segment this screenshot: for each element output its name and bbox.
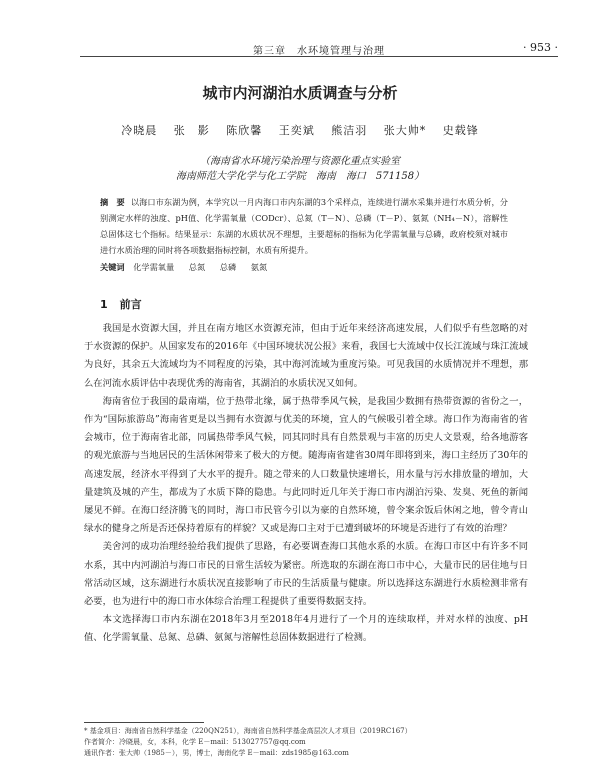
body-paragraph: 本文选择海口市内东湖在2018年3月至2018年4月进行了一个月的连续取样，并对水样的浊度、pH值、化学需氧量、总氮、总磷、氨氮与溶解性总固体数据进行了检测。	[84, 614, 528, 644]
section-title: 前言	[119, 298, 142, 311]
author: 冷晓晨	[121, 124, 158, 137]
author: 张 影	[173, 124, 210, 137]
abstract-label: 摘 要	[100, 197, 125, 207]
author: 张大帅*	[383, 124, 427, 137]
body-text	[84, 320, 528, 648]
author-list	[0, 122, 600, 138]
page-number: · 953 ·	[523, 41, 558, 54]
footnote-divider	[84, 722, 204, 723]
keyword: 总磷	[219, 262, 237, 272]
author: 史载锋	[442, 124, 479, 137]
body-paragraph: 我国是水资源大国，并且在南方地区水资源充沛，但由于近年来经济高速发展，人们似乎有些忽略的对于水资源的保护。从国家发布的2016年《中国环境状况公报》来看，我国七大流域中仅长江流域与珠江流域为良好，其余五大流域均为不同程度的污染，其中海河流域为重度污染。可见我国的水质情况并不理想，那么在河流水质评估中表现优秀的海南省，其湖泊的水质状况又如何。	[84, 323, 528, 389]
keywords	[100, 262, 508, 273]
body-paragraph: 海南省位于我国的最南端，位于热带北缘，属于热带季风气候，是我国少数拥有热带资源的省份之一，作为“国际旅游岛”海南省更是以当拥有水资源与优美的环境，宜人的气候吸引着全球。海口作为海南省的省会城市，位于海南省北部，同属热带季风气候，同其同时具有自然景观与丰富的历史人文景观，给各地游客的观光旅游与当地居民的生活休闲带来了极大的方便。随海南省建省30周年即将到来，海口主经历了30年的高速发展，经济水平得到了大水平的提升。随之带来的人口数量快速增长，用水量与污水排放量的增加，大量建筑及城的产生，都成为了水质下降的隐患。与此同时近几年关于海口市内湖泊污染、发臭、死鱼的新闻屡见不鲜。在海口经济腾飞的同时，海口市民管今引以为豪的自然环境，曾令案余饭后休闲之地，曾令青山绿水的健身之所是否还保持着原有的样貌？又或是海口主对于已遭到破坏的环境是否进行了有效的治理？	[84, 395, 528, 535]
abstract-text: 以海口市东湖为例，本学究以一月内海口市内东湖的3个采样点，连续进行湖水采集并进行水质分析，分别测定水样的浊度、pH值、化学需氧量（CODcr）、总氮（T－N）、总磷（T－P）、氨氮（NH₄－N），溶解性总固体这七个指标。结果显示：东湖的水质状况不理想，主要超标的指标为化学需氧量与总磷，政府校须对城市进行水质治理的同时将各项数据指标控制，水质有所提升。	[100, 197, 508, 255]
affiliation-line-2: 海南师范大学化学与化工学院 海南 海口 571158）	[175, 171, 425, 182]
keyword: 化学需氧量	[133, 262, 175, 272]
keyword: 总氮	[188, 262, 206, 272]
keywords-label: 关键词	[100, 262, 125, 272]
author: 熊洁羽	[331, 124, 368, 137]
author: 陈欣馨	[226, 124, 263, 137]
author: 王奕斌	[278, 124, 315, 137]
affiliation-line-1: （海南省水环境污染治理与资源化重点实验室	[200, 156, 400, 167]
abstract	[100, 194, 508, 258]
footnote-author: 作者简介：冷晓晨，女，本科，化学 E－mail：513027757@qq.com	[84, 738, 306, 746]
running-header	[80, 40, 558, 57]
keyword: 氨氮	[250, 262, 268, 272]
section-number: 1	[100, 298, 108, 311]
footnote-corresponding: 通讯作者：张大帅（1985－），男，博士，海南化学 E－mail：zds1985@163.com	[84, 749, 349, 757]
section-heading	[100, 296, 142, 312]
footnote-funding: * 基金项目：海南省自然科学基金（220QN251），海南省自然科学基金高层次人才项目（2019RC167）	[84, 727, 412, 735]
chapter-title: 第三章 水环境管理与治理	[253, 46, 385, 57]
footnotes	[84, 726, 560, 759]
body-paragraph: 美舍河的成功治理经验给我们提供了思路，有必要调查海口其他水系的水质。在海口市区中有许多不同水系，其中内河湖泊与海口市民的日常生活较为紧密。所选取的东湖在海口市中心，大量市民的居住地与日常活动区域，这东湖进行水质状况直接影响了市民的生活质量与健康。所以选择这东湖进行水质检测非常有必要，也为进行中的海口市水体综合治理工程提供了重要得数据支持。	[84, 541, 528, 608]
paper-title: 城市内河湖泊水质调查与分析	[202, 84, 398, 102]
